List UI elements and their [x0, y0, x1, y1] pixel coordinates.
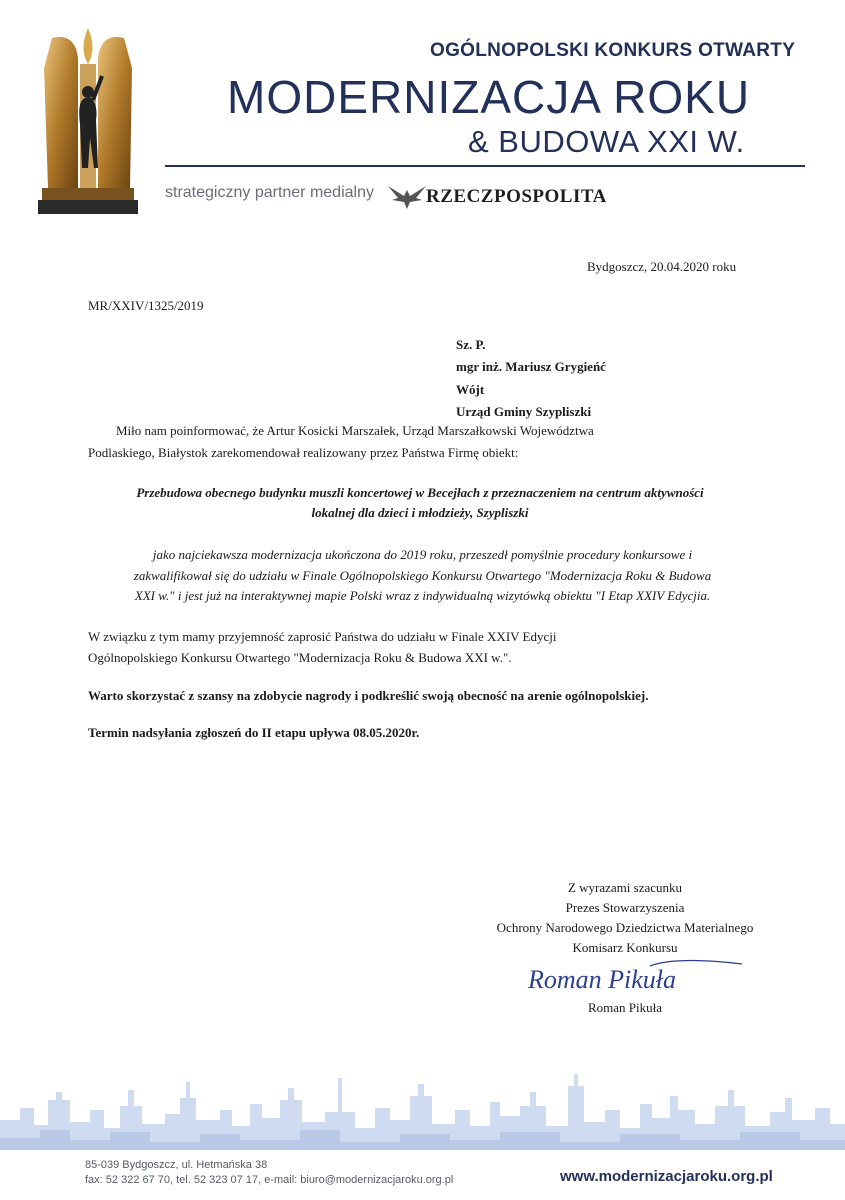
- recipient-salutation: Sz. P.: [456, 337, 486, 352]
- media-partner-logo: RZECZPOSPOLITA: [426, 186, 607, 207]
- place-date: Bydgoszcz, 20.04.2020 roku: [587, 259, 737, 274]
- header-divider: [165, 165, 805, 167]
- signer-name: Roman Pikuła: [587, 1000, 663, 1015]
- recipient-position: Wójt: [456, 382, 485, 397]
- footer-website-link[interactable]: www.modernizacjaroku.org.pl: [560, 1168, 773, 1185]
- eagle-icon: [386, 182, 428, 210]
- trophy-logo: [38, 28, 138, 214]
- handwritten-signature: [520, 952, 750, 1002]
- invitation-line-2: Ogólnopolskiego Konkursu Otwartego "Modernizacja Roku & Budowa XXI w.".: [88, 650, 512, 665]
- footer-address: [85, 1158, 453, 1188]
- deadline-text: Termin nadsyłania zgłoszeń do II etapu upływa 08.05.2020r.: [88, 725, 420, 740]
- footer-contacts: fax: 52 322 67 70, tel. 52 323 07 17, e-mail: biuro@modernizacjaroku.org.pl: [85, 1174, 454, 1186]
- contest-title-second-line: & BUDOWA XXI W.: [468, 124, 745, 159]
- contest-title: MODERNIZACJA ROKU: [227, 71, 751, 123]
- encouragement-text: Warto skorzystać z szansy na zdobycie nagrody i podkreślić swoją obecność na arenie ogólnopolskiej.: [88, 688, 649, 703]
- description-line-2: zakwalifikował się do udziału w Finale Ogólnopolskiego Konkursu Otwartego "Modernizacja Roku & Budowa: [133, 568, 712, 583]
- signer-title-line-3: Komisarz Konkursu: [572, 940, 678, 955]
- intro-text-line-2: Podlaskiego, Białystok zarekomendował realizowany przez Państwa Firmę obiekt:: [88, 445, 519, 460]
- project-title-line-1: Przebudowa obecnego budynku muszli koncertowej w Becejłach z przeznaczeniem na centrum aktywności: [136, 485, 704, 500]
- signer-title-line-2: Ochrony Narodowego Dziedzictwa Materialnego: [496, 920, 754, 935]
- signer-title-line-1: Prezes Stowarzyszenia: [565, 900, 685, 915]
- footer-street-address: 85-039 Bydgoszcz, ul. Hetmańska 38: [85, 1159, 268, 1171]
- reference-number: MR/XXIV/1325/2019: [88, 298, 204, 313]
- recipient-office: Urząd Gminy Szypliszki: [456, 404, 592, 419]
- contest-subtitle: OGÓLNOPOLSKI KONKURS OTWARTY: [430, 40, 796, 61]
- project-title-line-2: lokalnej dla dzieci i młodzieży, Szypliszki: [311, 505, 529, 520]
- svg-text:Roman Pikuła: Roman Pikuła: [528, 965, 677, 994]
- recipient-name: mgr inż. Mariusz Grygieńć: [456, 359, 606, 374]
- description-line-1: jako najciekawsza modernizacja ukończona do 2019 roku, przeszedł pomyślnie procedury konkursowe i: [152, 547, 693, 562]
- invitation-line-1: W związku z tym mamy przyjemność zaprosić Państwa do udziału w Finale XXIV Edycji: [88, 629, 557, 644]
- description-line-3: XXI w." i jest już na interaktywnej mapie Polski wraz z indywidualną wizytówką obiektu "I Etap XXIV Edycjia.: [134, 588, 711, 603]
- city-skyline-graphic: [0, 1070, 845, 1155]
- media-partner-label: strategiczny partner medialny: [165, 184, 374, 201]
- closing-phrase: Z wyrazami szacunku: [567, 880, 683, 895]
- intro-text-line-1: Miło nam poinformować, że Artur Kosicki Marszałek, Urząd Marszałkowski Województwa: [116, 423, 594, 438]
